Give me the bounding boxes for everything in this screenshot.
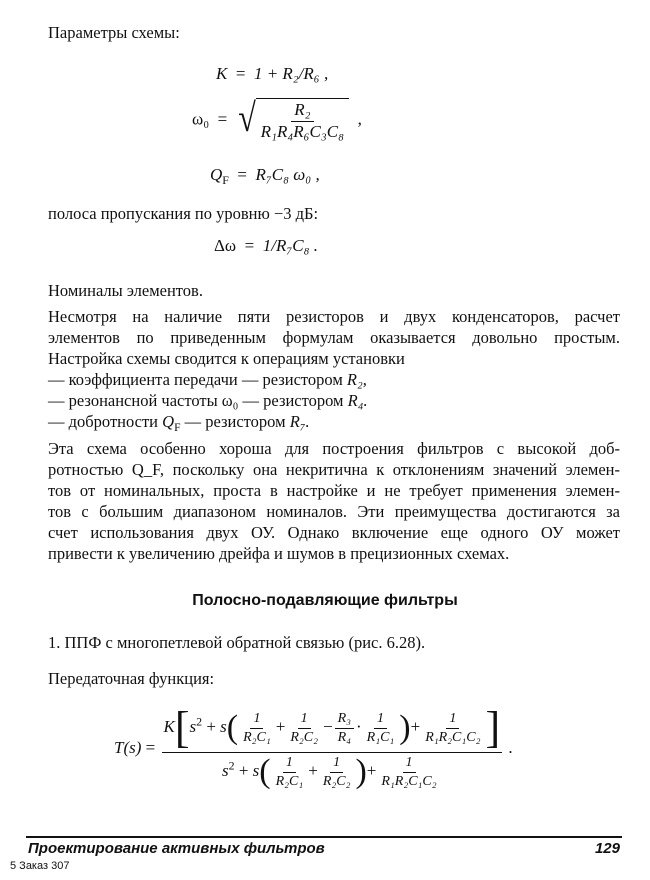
paragraph-2-line: ротностью Q_F, поскольку она некритична к отклонениям значений элемен- <box>48 460 620 479</box>
frac-1-r2c2 <box>287 711 321 745</box>
w0-numerator: R₂ <box>291 101 313 122</box>
paragraph-1-line: элементов по приведенным формулам оказывается довольно простым. <box>48 328 620 347</box>
paragraph-1-line: Настройка схемы сводится к операциям установки <box>48 349 405 368</box>
list-item <box>48 411 620 435</box>
right-paren: ) <box>355 753 367 790</box>
paragraph-2-line: Эта схема особенно хороша для построения фильтров с высокой доб- <box>48 439 620 458</box>
eq-qf-lhs: Q <box>210 165 223 184</box>
transfer-denominator: $s^2 + s$( $\frac{1}{\text{R₂C₁}}$ + $\frac{1}{\text{R₂C₂}}$ )+ $\frac{1}{\text{R₁R₂C₁C₂}}$ <box>220 753 444 789</box>
frac-den: R₁R₂C₁C₂ <box>425 729 481 745</box>
eq-qf-rhs: R₇C₈ ω₀ , <box>255 165 320 184</box>
frac-den: R₂C₁ <box>275 773 304 789</box>
frac-den: R₂C₁ <box>243 729 271 745</box>
eq-dw-rhs: 1/R₇C₈ . <box>262 236 318 255</box>
eq-k-rhs: 1 + R₂/R₆ , <box>253 64 329 83</box>
transfer-function-label: Передаточная функция: <box>48 669 215 688</box>
equation-quality-factor <box>210 165 320 188</box>
section-heading: Полосно-подавляющие фильтры <box>192 592 458 609</box>
frac-num: 1 <box>330 755 343 772</box>
list-item-mid: — резистором <box>180 412 290 431</box>
list-item-symbol: R₄. <box>347 391 368 410</box>
equation-gain <box>216 64 328 84</box>
frac-1-r2c1 <box>273 755 307 789</box>
paragraph-2-line: тов от номинальных, проста в настройке и не требует применения элемен- <box>48 481 620 500</box>
paragraph-2-line: счет использования двух ОУ. Однако включение еще одного ОУ может <box>48 523 620 542</box>
sqrt-radical <box>236 95 349 141</box>
frac-num: 1 <box>298 711 311 728</box>
footer-rule <box>26 836 622 838</box>
right-bracket: ] <box>485 703 501 752</box>
eq-t-tail: . <box>508 737 513 757</box>
transfer-fraction <box>162 703 503 790</box>
den-s: s <box>221 760 229 780</box>
frac-den: R₁R₂C₁C₂ <box>381 773 437 789</box>
eq-w0-rel: = <box>217 109 228 129</box>
num-s: s <box>189 716 197 736</box>
sqrt-body <box>256 98 349 141</box>
paragraph-2 <box>48 438 620 564</box>
left-paren: ( <box>226 709 239 746</box>
eq-k-lhs: K <box>216 64 228 83</box>
list-item <box>48 390 620 411</box>
list-item-text: — добротности <box>48 412 163 431</box>
frac-num: 1 <box>403 755 416 772</box>
eq-t-rel: = <box>145 737 156 757</box>
frac-r3-r4 <box>335 711 354 745</box>
list-item-text: — резонансной частоты ω₀ — резистором <box>48 391 348 410</box>
eq-qf-rel: = <box>237 165 247 184</box>
print-order-note: 5 Заказ 307 <box>10 860 70 872</box>
frac-num: 1 <box>446 711 459 728</box>
paragraph-2-line: тов с большим диапазоном номиналов. Эти преимущества достигаются за <box>48 502 620 521</box>
frac-den: R₂C₂ <box>290 729 318 745</box>
transfer-function-row <box>114 703 513 790</box>
eq-k-rel: = <box>235 64 246 83</box>
den-s: s <box>252 760 260 780</box>
left-bracket: [ <box>174 703 190 752</box>
list-item-symbol: R₇. <box>289 412 310 431</box>
numbered-item-1: 1. ППФ с многопетлевой обратной связью (рис. 6.28). <box>48 633 426 652</box>
frac-num: 1 <box>250 711 263 728</box>
equation-resonant-frequency <box>192 95 362 141</box>
frac-num: 1 <box>374 711 387 728</box>
list-item-symbol: R₂, <box>346 370 367 389</box>
left-paren: ( <box>259 753 271 790</box>
frac-den: R₄ <box>337 729 351 745</box>
eq-w0-lhs: ω₀ <box>192 109 210 129</box>
eq-w0-tail: , <box>357 109 362 129</box>
frac-1-r1r2c1c2 <box>378 755 439 789</box>
num-s: s <box>220 716 227 736</box>
num-k: K <box>163 716 175 736</box>
equation-transfer-function <box>114 703 513 790</box>
paragraph-1-line: Несмотря на наличие пяти резисторов и двух конденсаторов, расчет <box>48 307 620 326</box>
right-paren: ) <box>399 709 411 746</box>
bandwidth-label: полоса пропускания по уровню −3 дБ: <box>48 204 319 223</box>
transfer-numerator: $K[s^2 + s$( $\frac{1}{\text{R₂C₁}}$ + $\frac{1}{\text{R₂C₂}}$ − $\frac{\text{R₃}}{\text{R₄}}$ · $\frac{1}{\text{R₁C₁}}$ )+ $\frac{1}{\text{R₁R₂C₁C₂}}$ ] <box>163 703 501 752</box>
frac-1-r1r2c1c2 <box>422 711 483 745</box>
sqrt-sign: √ <box>237 95 256 140</box>
running-footer-title: Проектирование активных фильтров <box>28 840 325 857</box>
frac-1-r2c2 <box>320 755 354 789</box>
frac-num: 1 <box>283 755 296 772</box>
frac-num: R₃ <box>335 711 354 728</box>
page-number: 129 <box>594 840 620 857</box>
frac-1-r2c1 <box>240 711 274 745</box>
list-item-q: Q <box>162 412 175 431</box>
settings-list <box>48 369 620 435</box>
nominals-heading: Номиналы элементов. <box>48 281 203 300</box>
frac-1-r1c1 <box>364 711 398 745</box>
list-item-q-sub: F <box>174 422 181 435</box>
list-item <box>48 369 620 390</box>
paragraph-2-line: привести к увеличению дрейфа и шумов в прецизионных схемах. <box>48 544 510 563</box>
paragraph-1 <box>48 306 620 369</box>
list-item-text: — коэффициента передачи — резистором <box>48 370 347 389</box>
equation-bandwidth <box>214 236 318 256</box>
w0-denominator: R₁R₄R₆C₃C₈ <box>260 121 345 141</box>
frac-den: R₂C₂ <box>322 773 351 789</box>
frac-den: R₁C₁ <box>366 729 395 745</box>
intro-label: Параметры схемы: <box>48 23 180 42</box>
eq-dw-rel: = <box>244 236 255 255</box>
w0-fraction <box>258 101 347 141</box>
eq-qf-lhs-sub: F <box>222 173 229 188</box>
eq-dw-lhs: Δω <box>214 236 237 255</box>
eq-t-lhs: T(s) <box>114 737 142 757</box>
